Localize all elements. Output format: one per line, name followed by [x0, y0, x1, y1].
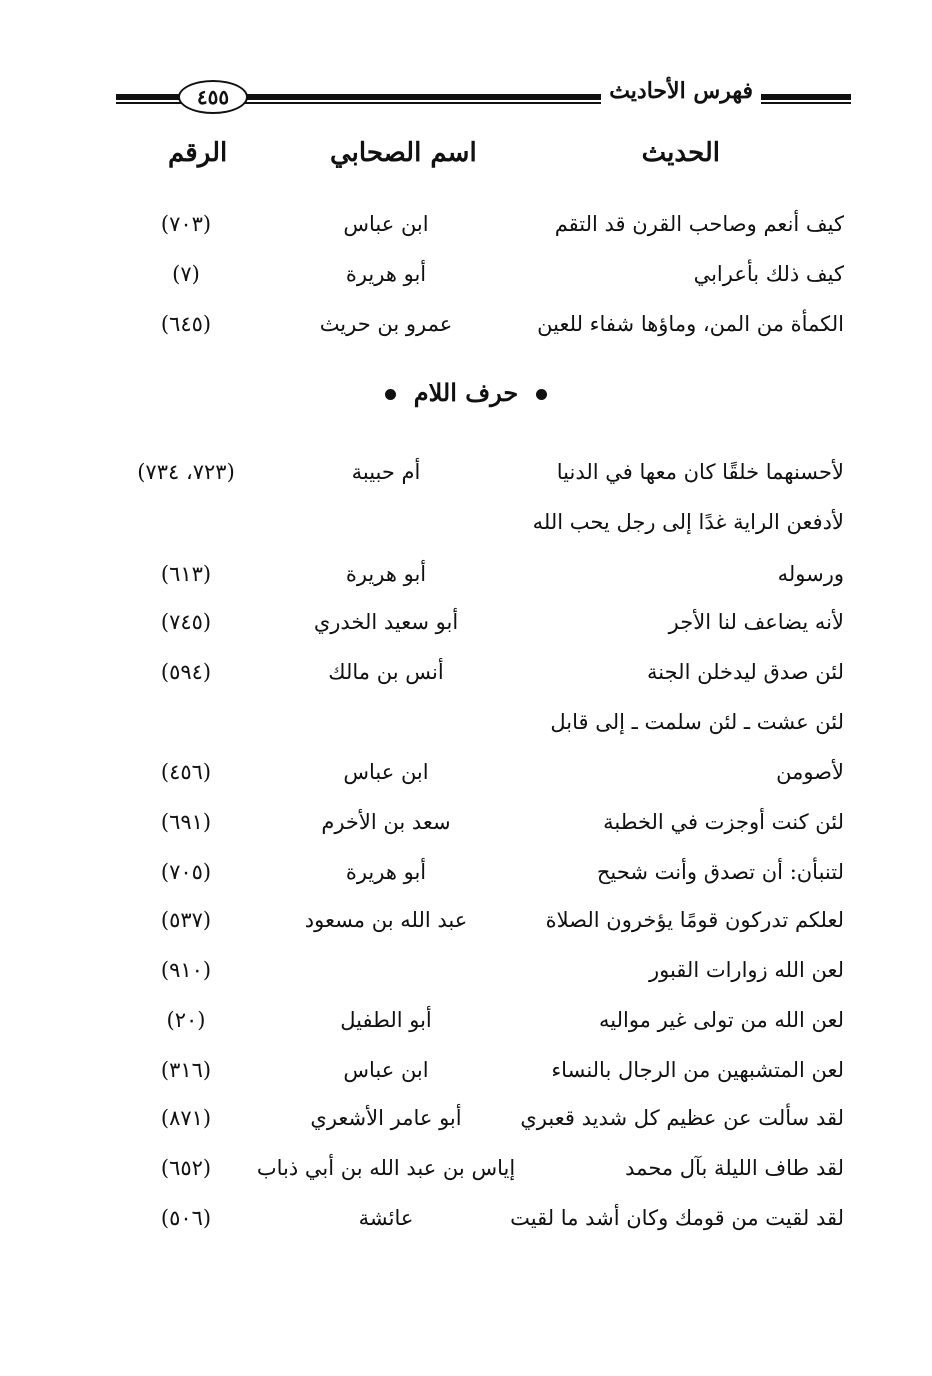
- companion-name: أبو هريرة: [345, 262, 427, 286]
- column-header-companion: اسم الصحابي: [330, 138, 477, 168]
- hadith-text: لعن الله زوارات القبور: [648, 958, 844, 982]
- companion-name: أبو هريرة: [345, 562, 427, 586]
- bullet-icon: [536, 389, 547, 400]
- hadith-number: (٣١٦): [160, 1058, 212, 1082]
- hadith-text: كيف أنعم وصاحب القرن قد التقم: [554, 212, 844, 236]
- hadith-text: لعن الله من تولى غير مواليه: [599, 1008, 844, 1032]
- hadith-text: لئن عشت ـ لئن سلمت ـ إلى قابل: [550, 710, 844, 734]
- page-header: [116, 76, 851, 116]
- hadith-text: لئن صدق ليدخلن الجنة: [647, 660, 844, 684]
- column-header-hadith: الحديث: [641, 138, 720, 168]
- table-row: [0, 552, 932, 596]
- hadith-text: لأنه يضاعف لنا الأجر: [668, 610, 844, 634]
- companion-name: أبو الطفيل: [340, 1008, 432, 1032]
- page-number: ٤٥٥: [178, 80, 248, 114]
- table-row: [0, 850, 932, 894]
- hadith-number: (٧٤٥): [160, 610, 212, 634]
- hadith-number: (٢٠): [166, 1008, 206, 1032]
- section-heading: [0, 378, 932, 407]
- companion-name: أم حبيبة: [351, 460, 421, 484]
- companion-name: عبد الله بن مسعود: [304, 908, 468, 932]
- table-row: [0, 948, 932, 992]
- hadith-text: ورسوله: [777, 562, 844, 586]
- hadith-number: (٩١٠): [160, 958, 212, 982]
- hadith-text: لتنبأن: أن تصدق وأنت شحيح: [596, 860, 844, 884]
- hadith-text: لقد طاف الليلة بآل محمد: [625, 1156, 844, 1180]
- companion-name: أبو هريرة: [345, 860, 427, 884]
- table-row: [0, 500, 932, 544]
- hadith-text: لأحسنهما خلقًا كان معها في الدنيا: [556, 460, 844, 484]
- table-row: [0, 998, 932, 1042]
- table-row: [0, 600, 932, 644]
- companion-name: أبو سعيد الخدري: [313, 610, 459, 634]
- section-title: حرف اللام: [413, 378, 519, 407]
- companion-name: ابن عباس: [343, 212, 429, 236]
- companion-name: إياس بن عبد الله بن أبي ذباب: [256, 1156, 516, 1180]
- hadith-text: لقد سألت عن عظيم كل شديد قعبري: [520, 1106, 844, 1130]
- hadith-text: لعلكم تدركون قومًا يؤخرون الصلاة: [545, 908, 844, 932]
- hadith-number: (٦١٣): [160, 562, 212, 586]
- hadith-number: (٧): [172, 262, 200, 286]
- table-row: [0, 302, 932, 346]
- hadith-number: (٦٥٢): [160, 1156, 212, 1180]
- companion-name: عمرو بن حريث: [319, 312, 453, 336]
- table-row: [0, 800, 932, 844]
- hadith-number: (٧٠٥): [160, 860, 212, 884]
- hadith-text: لئن كنت أوجزت في الخطبة: [603, 810, 844, 834]
- column-header-number: الرقم: [168, 138, 228, 168]
- table-row: [0, 202, 932, 246]
- table-row: [0, 252, 932, 296]
- hadith-text: الكمأة من المن، وماؤها شفاء للعين: [537, 312, 844, 336]
- hadith-text: لعن المتشبهين من الرجال بالنساء: [551, 1058, 844, 1082]
- hadith-number: (٥٠٦): [160, 1206, 212, 1230]
- hadith-number: (٦٤٥): [160, 312, 212, 336]
- companion-name: أنس بن مالك: [328, 660, 444, 684]
- companion-name: أبو عامر الأشعري: [310, 1106, 462, 1130]
- running-title: فهرس الأحاديث: [601, 78, 761, 104]
- table-row: [0, 1146, 932, 1190]
- table-row: [0, 650, 932, 694]
- table-row: [0, 1096, 932, 1140]
- companion-name: ابن عباس: [343, 1058, 429, 1082]
- companion-name: ابن عباس: [343, 760, 429, 784]
- companion-name: عائشة: [358, 1206, 414, 1230]
- hadith-number: (٥٣٧): [160, 908, 212, 932]
- hadith-text: لقد لقيت من قومك وكان أشد ما لقيت: [510, 1206, 844, 1230]
- hadith-text: لأدفعن الراية غدًا إلى رجل يحب الله: [532, 510, 844, 534]
- bullet-icon: [385, 389, 396, 400]
- table-row: [0, 750, 932, 794]
- hadith-number: (٦٩١): [160, 810, 212, 834]
- table-row: [0, 1048, 932, 1092]
- hadith-number: (٤٥٦): [160, 760, 212, 784]
- companion-name: سعد بن الأخرم: [321, 810, 451, 834]
- hadith-number: (٧٠٣): [160, 212, 212, 236]
- hadith-number: (٧٢٣، ٧٣٤): [137, 460, 235, 484]
- hadith-number: (٨٧١): [160, 1106, 212, 1130]
- table-row: [0, 700, 932, 744]
- table-row: [0, 898, 932, 942]
- hadith-text: لأصومن: [776, 760, 844, 784]
- table-row: [0, 450, 932, 494]
- hadith-number: (٥٩٤): [160, 660, 212, 684]
- table-row: [0, 1196, 932, 1240]
- hadith-text: كيف ذلك بأعرابي: [693, 262, 844, 286]
